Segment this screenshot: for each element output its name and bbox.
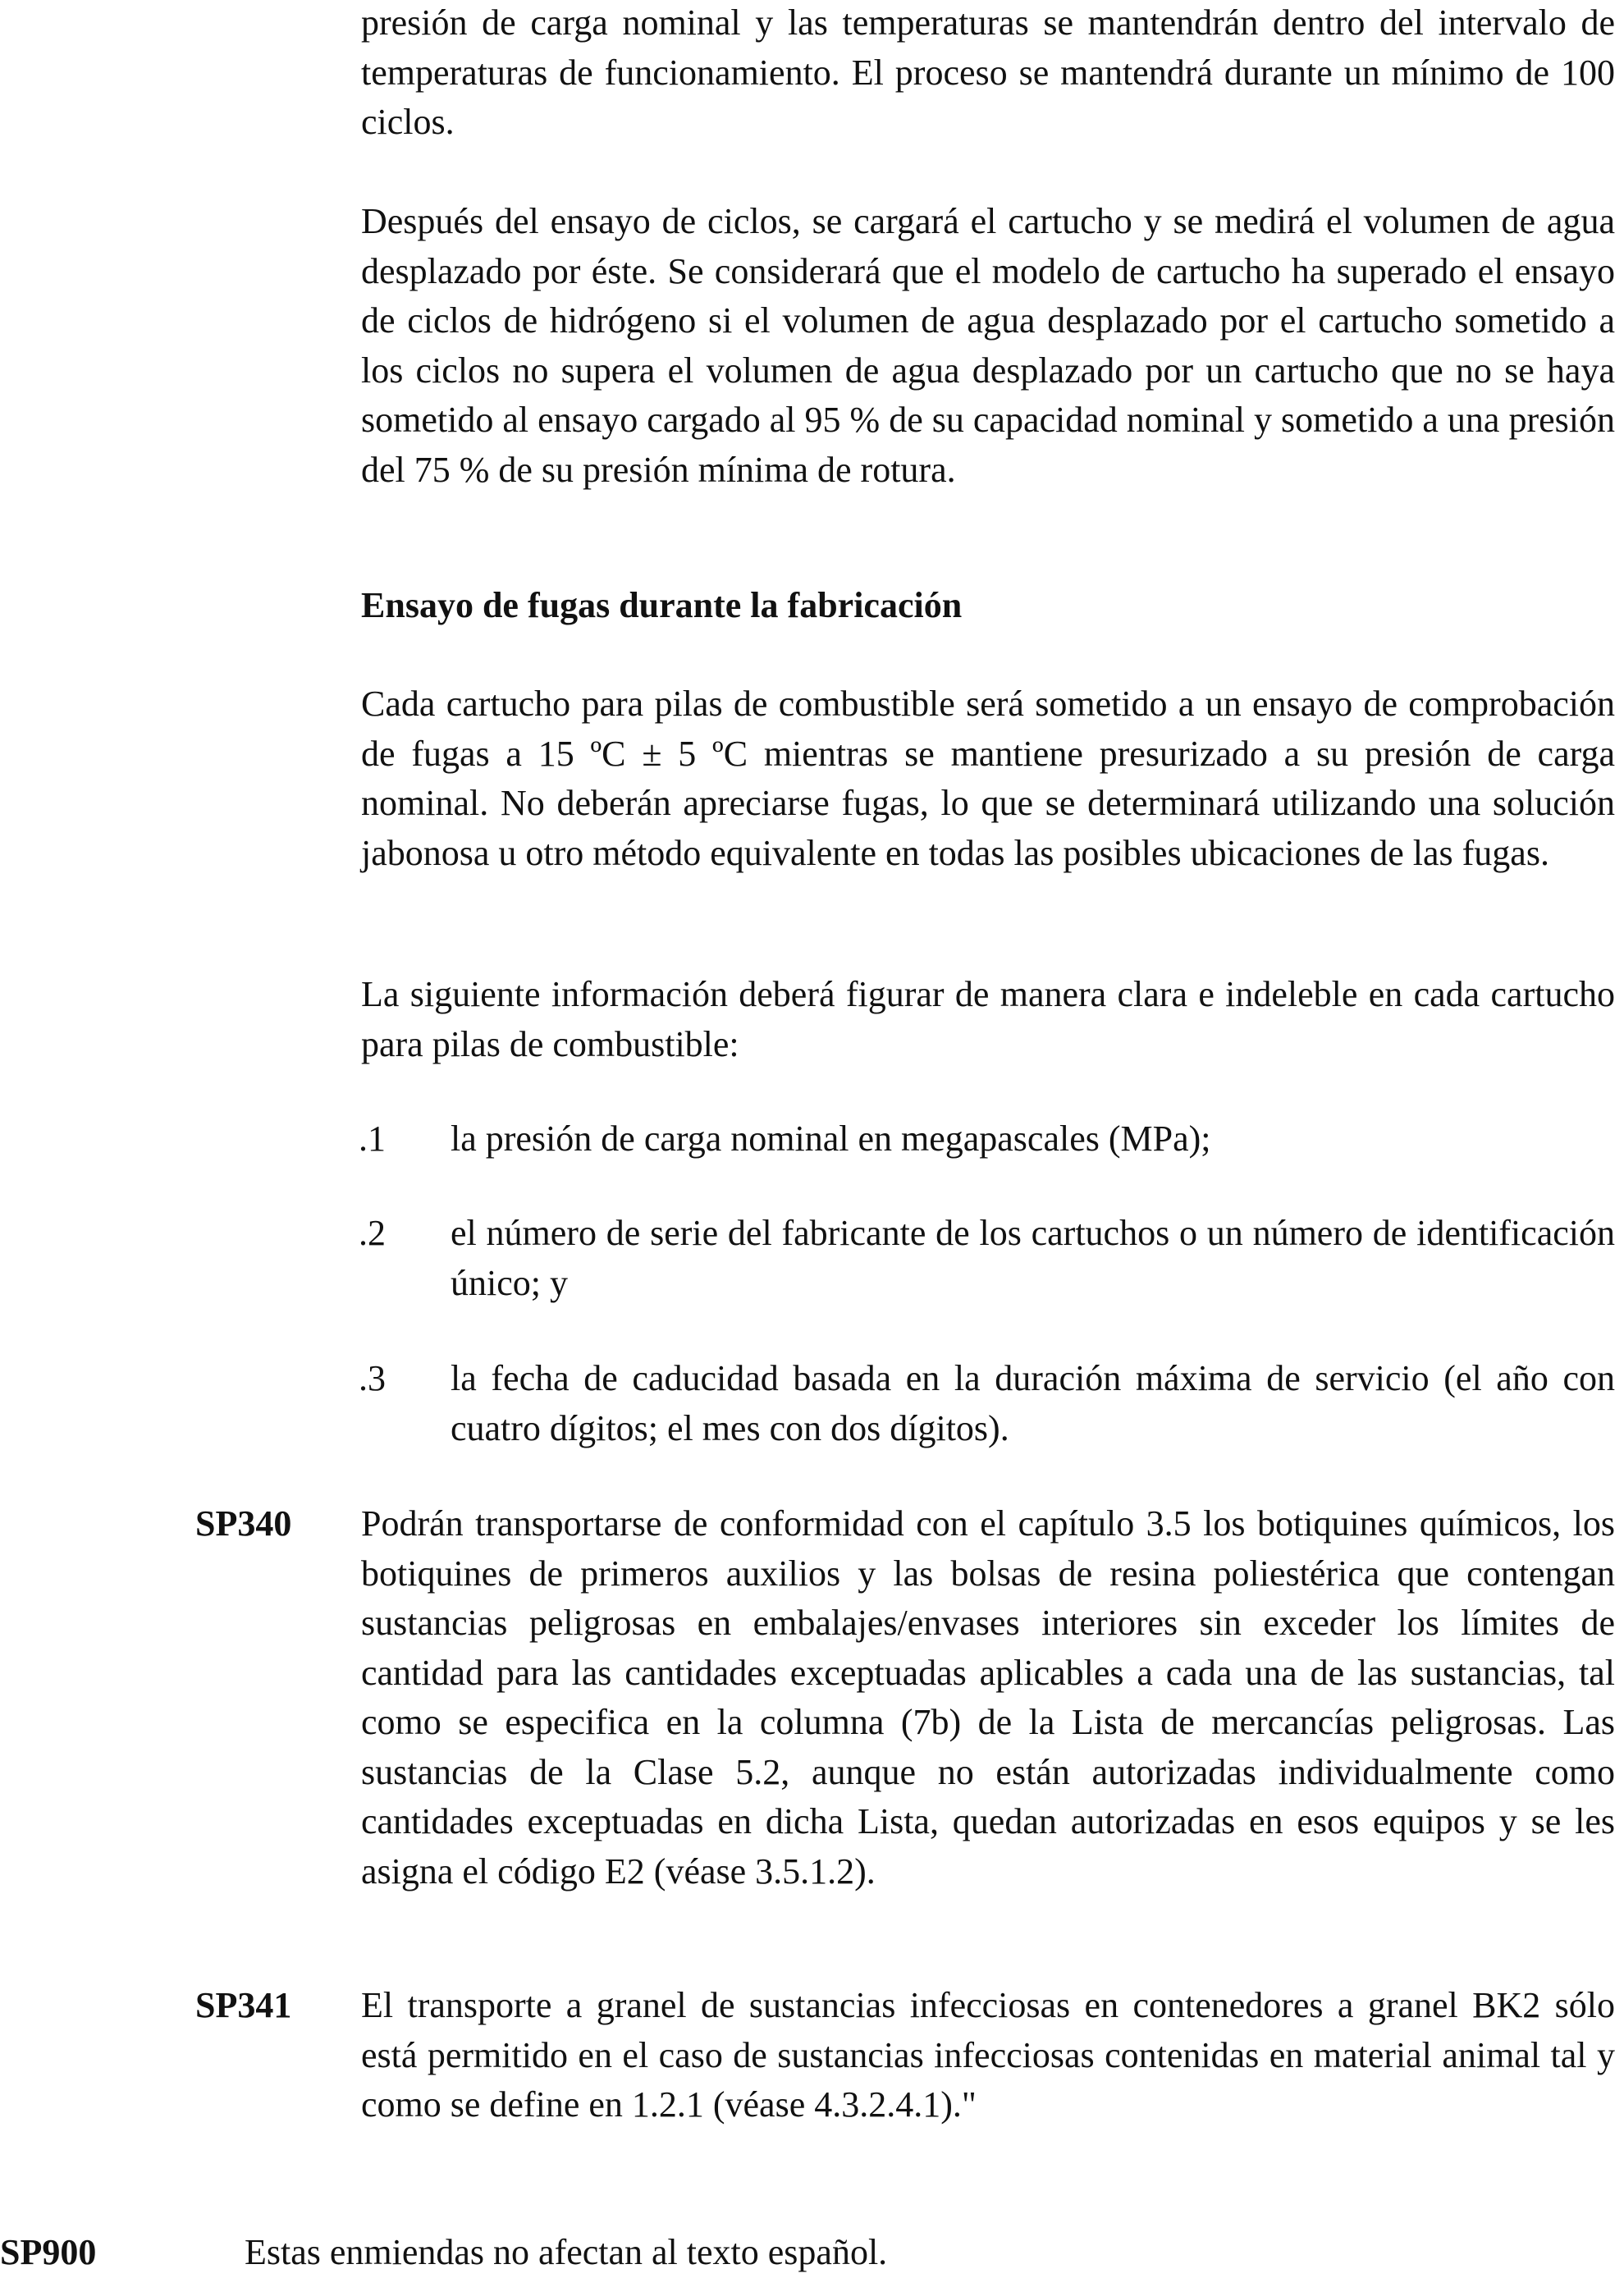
list-item-number: .1	[359, 1118, 386, 1159]
paragraph-cycle-test-result: Después del ensayo de ciclos, se cargará el cartucho y se medirá el volumen de agua desplazado por éste. Se considerará que el modelo de cartucho ha superado el ensayo de ciclos de hidrógeno si el volumen de agua desplazado por el cartucho sometido a los ciclos no supera el volumen de agua desplazado por un cartucho que no se haya sometido al ensayo cargado al 95 % de su capacidad nominal y sometido a una presión del 75 % de su presión mínima de rotura.	[361, 201, 1615, 490]
provision-text: Podrán transportarse de conformidad con el capítulo 3.5 los botiquines químicos, los botiquines de primeros auxilios y las bolsas de resina poliestérica que contengan sustancias peligrosas en embalajes/envases interiores sin exceder los límites de cantidad para las cantidades exceptuadas aplicables a cada una de las sustancias, tal como se especifica en la columna (7b) de la Lista de mercancías peligrosas. Las sustancias de la Clase 5.2, aunque no están autorizadas individualmente como cantidades exceptuadas en dicha Lista, quedan autorizadas en esos equipos y se les asigna el código E2 (véase 3.5.1.2).	[361, 1503, 1615, 1891]
list-item-number: .2	[359, 1213, 386, 1253]
section-heading-leak-test: Ensayo de fugas durante la fabricación	[361, 585, 963, 625]
list-item-number: .3	[359, 1358, 386, 1398]
provision-text: El transporte a granel de sustancias infecciosas en contenedores a granel BK2 sólo está permitido en el caso de sustancias infecciosas contenidas en material animal tal y como se define en 1.2.1 (véase 4.3.2.4.1)."	[361, 1985, 1615, 2125]
provision-code: SP900	[0, 2232, 97, 2272]
provision-code: SP340	[195, 1503, 292, 1544]
paragraph-cycle-process: presión de carga nominal y las temperaturas se mantendrán dentro del intervalo de temperaturas de funcionamiento. El proceso se mantendrá durante un mínimo de 100 ciclos.	[361, 2, 1615, 142]
list-item-text: el número de serie del fabricante de los cartuchos o un número de identificación único; y	[451, 1213, 1615, 1303]
list-item-text: la presión de carga nominal en megapascales (MPa);	[451, 1118, 1211, 1159]
paragraph-marking-info: La siguiente información deberá figurar de manera clara e indeleble en cada cartucho para pilas de combustible:	[361, 974, 1615, 1064]
provision-text: Estas enmiendas no afectan al texto español.	[245, 2232, 888, 2272]
paragraph-leak-test: Cada cartucho para pilas de combustible será sometido a un ensayo de comprobación de fugas a 15 ºC ± 5 ºC mientras se mantiene presurizado a su presión de carga nominal. No deberán apreciarse fugas, lo que se determinará utilizando una solución jabonosa u otro método equivalente en todas las posibles ubicaciones de las fugas.	[361, 684, 1615, 873]
provision-code: SP341	[195, 1985, 292, 2025]
list-item-text: la fecha de caducidad basada en la duración máxima de servicio (el año con cuatro dígitos; el mes con dos dígitos).	[451, 1358, 1615, 1448]
